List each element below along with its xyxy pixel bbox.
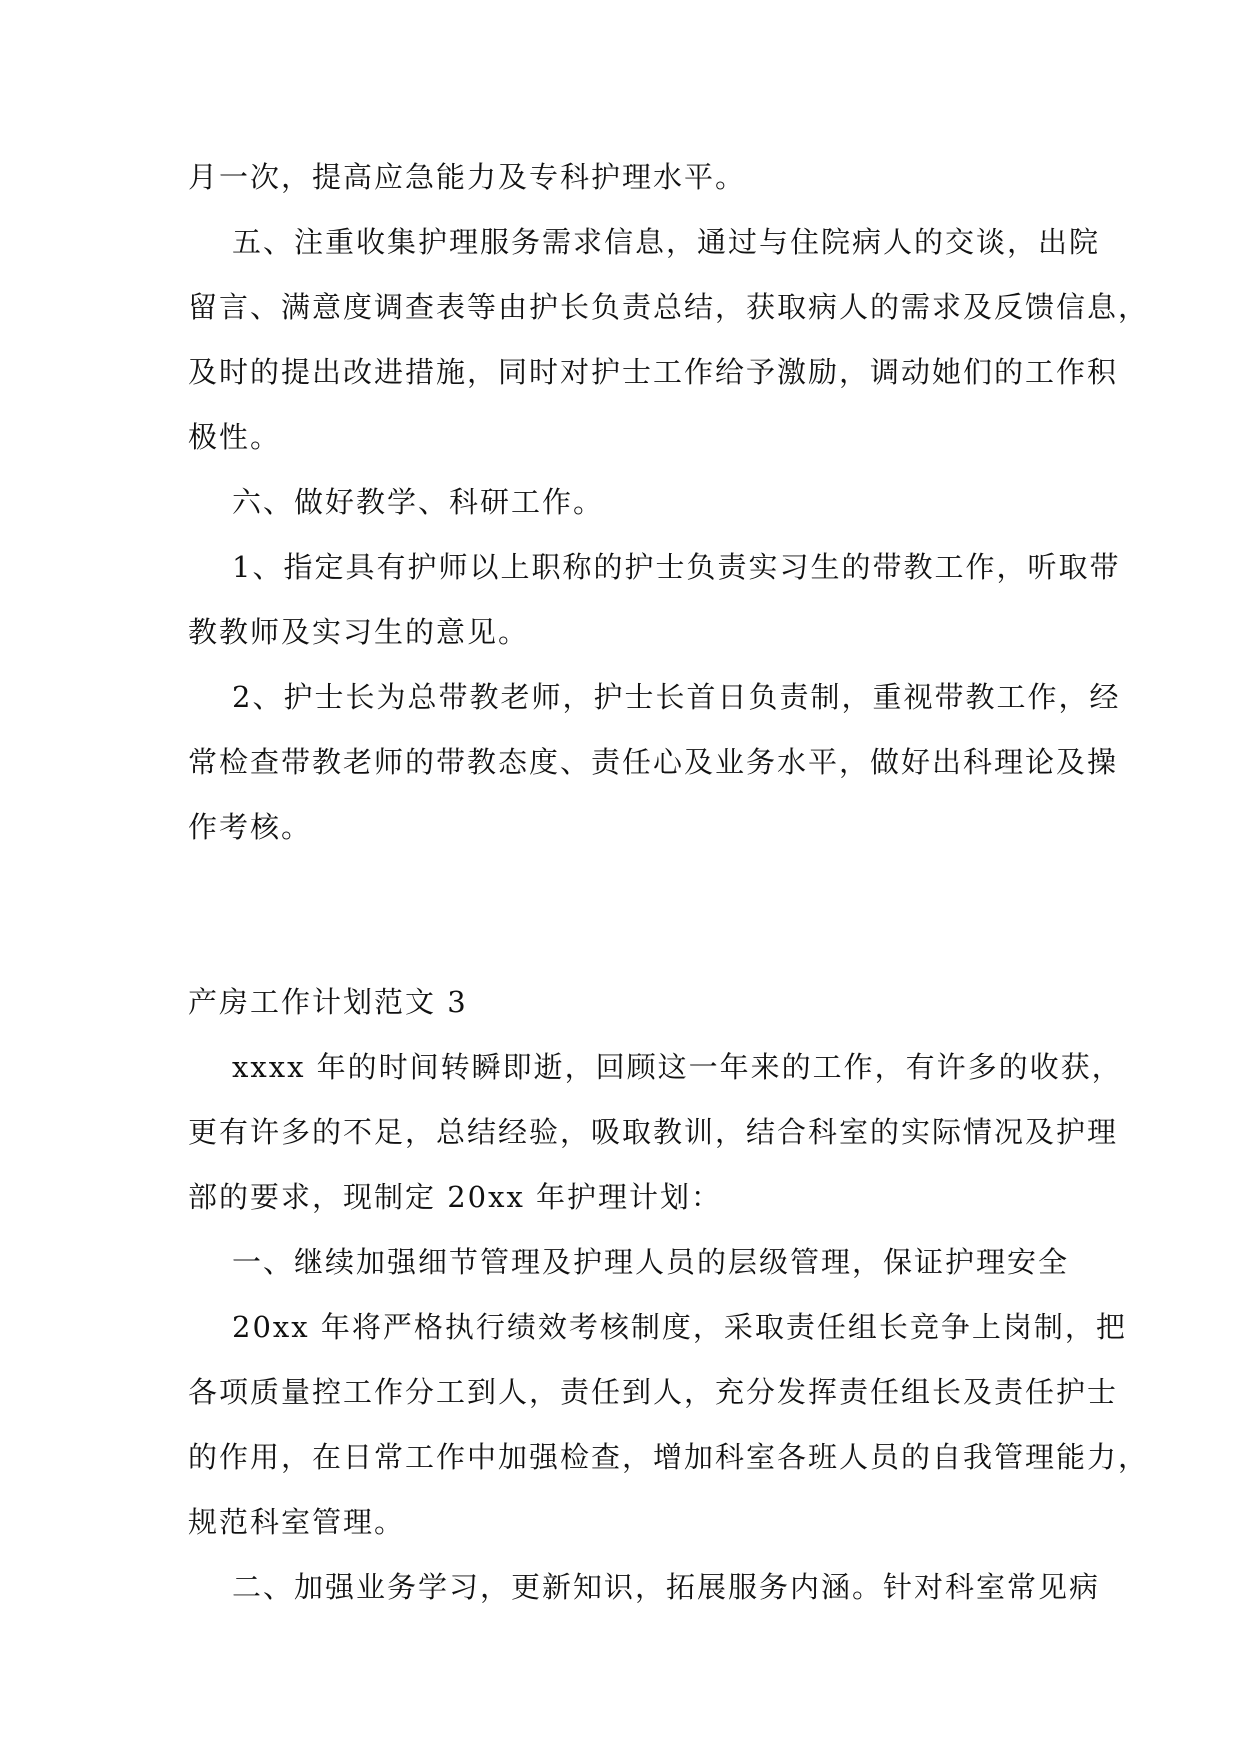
text-line: 20xx 年将严格执行绩效考核制度，采取责任组长竞争上岗制，把: [232, 1310, 1127, 1344]
text-line: 五、注重收集护理服务需求信息，通过与住院病人的交谈，出院: [232, 225, 1101, 259]
paragraph: [188, 158, 1058, 223]
text-line: 作考核。: [188, 810, 313, 844]
text-line: 留言、满意度调查表等由护长负责总结，获取病人的需求及反馈信息，: [188, 290, 1150, 324]
paragraph: [188, 483, 1058, 548]
paragraphs-after: [188, 1048, 1150, 1633]
paragraph: [188, 1048, 1123, 1243]
paragraph: [188, 1308, 1150, 1568]
text-line: 1、指定具有护师以上职称的护士负责实习生的带教工作，听取带: [232, 550, 1121, 584]
text-line: 2、护士长为总带教老师，护士长首日负责制，重视带教工作，经: [232, 680, 1121, 714]
section-title: 产房工作计划范文 3: [188, 985, 468, 1019]
text-line: 月一次，提高应急能力及专科护理水平。: [188, 160, 747, 194]
text-line: 部的要求，现制定 20xx 年护理计划：: [188, 1180, 723, 1214]
text-line: 各项质量控工作分工到人，责任到人，充分发挥责任组长及责任护士: [188, 1375, 1119, 1409]
text-line: 教教师及实习生的意见。: [188, 615, 530, 649]
paragraphs-before: [188, 158, 1150, 873]
text-line: 二、加强业务学习，更新知识，拓展服务内涵。针对科室常见病: [232, 1570, 1101, 1604]
paragraph: [188, 1568, 1101, 1633]
text-line: 及时的提出改进措施，同时对护士工作给予激励，调动她们的工作积: [188, 355, 1119, 389]
paragraph: [188, 548, 1121, 678]
document-page: [188, 158, 1150, 1633]
text-line: 规范科室管理。: [188, 1505, 406, 1539]
text-line: 极性。: [188, 420, 282, 454]
text-line: 的作用，在日常工作中加强检查，增加科室各班人员的自我管理能力，: [188, 1440, 1150, 1474]
text-line: 常检查带教老师的带教态度、责任心及业务水平，做好出科理论及操: [188, 745, 1119, 779]
text-line: 更有许多的不足，总结经验，吸取教训，结合科室的实际情况及护理: [188, 1115, 1119, 1149]
section-gap: [188, 873, 1058, 983]
paragraph: [188, 1243, 1070, 1308]
text-line: xxxx 年的时间转瞬即逝，回顾这一年来的工作，有许多的收获，: [232, 1050, 1123, 1084]
text-line: 六、做好教学、科研工作。: [232, 485, 605, 519]
text-line: 一、继续加强细节管理及护理人员的层级管理，保证护理安全: [232, 1245, 1070, 1279]
paragraph: [188, 678, 1121, 873]
paragraph: [188, 223, 1150, 483]
